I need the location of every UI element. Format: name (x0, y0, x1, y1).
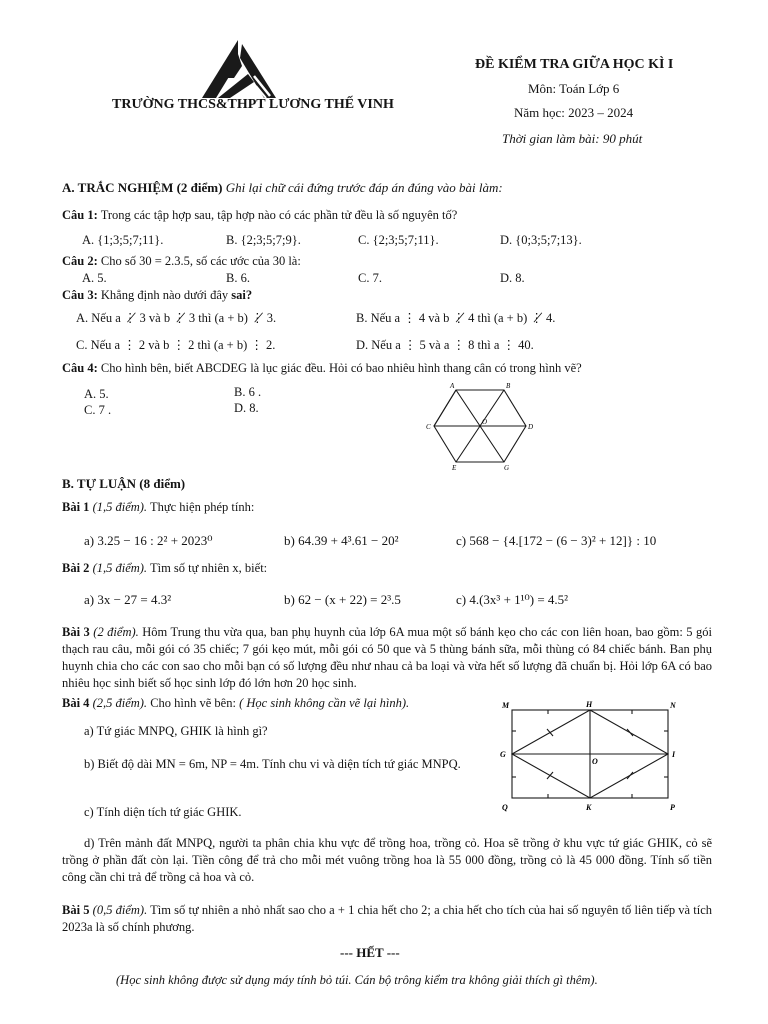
rect-label-m: M (502, 701, 510, 710)
rect-label-n: N (670, 701, 676, 710)
bai-3 (62, 624, 712, 692)
q2-option-d: D. 8. (500, 271, 525, 285)
rect-label-q: Q (502, 803, 508, 812)
question-label: Câu 2: (62, 254, 98, 268)
rect-label-i: I (672, 750, 676, 759)
bai-1 (62, 500, 254, 515)
exam-duration: Thời gian làm bài: 90 phút (502, 131, 643, 146)
bai-text: Tìm số tự nhiên x, biết: (149, 561, 268, 575)
section-a-instruction: Ghi lại chữ cái đứng trước đáp án đúng vào bài làm: (225, 180, 503, 195)
bai-points: (1,5 điểm). (92, 561, 148, 575)
q2-option-c: C. 7. (358, 271, 382, 285)
bai-5 (62, 902, 712, 936)
q2-option-a: A. 5. (82, 271, 107, 285)
bai-label: Bài 5 (62, 903, 90, 917)
q3-option-d: D. Nếu a ⋮ 5 và a ⋮ 8 thì a ⋮ 40. (356, 338, 534, 352)
question-text-emphasis: sai? (231, 288, 253, 302)
question-text: Cho hình bên, biết ABCDEG là lục giác đều. Hỏi có bao nhiêu hình thang cân có trong hình vẽ? (100, 361, 582, 375)
bai4-part-a: a) Tứ giác MNPQ, GHIK là hình gì? (84, 724, 268, 738)
q3-option-a: A. Nếu a ⋮̸ 3 và b ⋮̸ 3 thì (a + b) ⋮̸ 3. (76, 311, 277, 325)
bai4-part-c: c) Tính diện tích tứ giác GHIK. (84, 805, 242, 819)
q2-option-b: B. 6. (226, 271, 250, 285)
exam-year: Năm học: 2023 – 2024 (514, 105, 634, 120)
hex-label-a: A (450, 382, 455, 390)
bai1-part-b: b) 64.39 + 4³.61 − 20² (284, 533, 399, 548)
bai-text: Hôm Trung thu vừa qua, ban phụ huynh của lớp 6A mua một số bánh kẹo cho các con liên hoan, bao gồm: 5 gói thạch rau câu, mỗi gói có 35 chiếc; 7 gói kẹo mút, mỗi gói có 50 que và 5 thùng bánh sữa, mỗi thùng có 84 chiếc bánh. Ban phụ huynh chia cho các con sao cho mỗi bạn có số lượng đều như nhau cả ba loại và vừa hết số lượng đã chuẩn bị. Hỏi lớp 6A có bao nhiêu học sinh biết số học sinh lớp đó lớn hơn 20 học sinh. (62, 625, 713, 690)
rect-label-k: K (586, 803, 592, 812)
q4-option-c: C. 7 . (84, 403, 112, 417)
q1-option-c: C. {2;3;5;7;11}. (358, 233, 439, 247)
end-marker: --- HẾT --- (340, 945, 400, 960)
q4-option-b: B. 6 . (234, 385, 262, 399)
bai-points: (2 điểm). (93, 625, 139, 639)
question-1 (62, 208, 457, 223)
bai4-part-b: b) Biết độ dài MN = 6m, NP = 4m. Tính chu vi và diện tích tứ giác MNPQ. (84, 757, 461, 771)
q1-option-a: A. {1;3;5;7;11}. (82, 233, 164, 247)
bai-label: Bài 4 (62, 696, 90, 710)
exam-subject: Môn: Toán Lớp 6 (528, 81, 620, 96)
question-3 (62, 288, 252, 303)
bai4-part-d: d) Trên mảnh đất MNPQ, người ta phân chia khu vực để trồng hoa, trồng cỏ. Hoa sẽ trồng ở khu vực tứ giác GHIK, cỏ sẽ trồng ở phần đất còn lại. Tiền công để trả cho mỗi mét vuông trồng hoa là 55 000 đồng, trồng cỏ là 45 000 đồng. Tính số tiền công cần chi trả để trồng cả hoa và cỏ. (62, 836, 712, 884)
bai-points: (2,5 điểm). (92, 696, 148, 710)
bai-text: Cho hình vẽ bên: (150, 696, 236, 710)
question-2 (62, 254, 301, 269)
hex-label-g: G (504, 464, 510, 472)
hexagon-figure (426, 380, 536, 472)
rect-label-o: O (592, 757, 598, 766)
school-logo-icon (196, 36, 280, 104)
question-4 (62, 361, 582, 376)
q1-option-d: D. {0;3;5;7;13}. (500, 233, 582, 247)
exam-title: ĐỀ KIỂM TRA GIỮA HỌC KÌ I (475, 57, 674, 72)
q1-option-b: B. {2;3;5;7;9}. (226, 233, 301, 247)
bai-2 (62, 561, 267, 576)
bai-label: Bài 2 (62, 561, 90, 575)
bai2-part-b: b) 62 − (x + 22) = 2³.5 (284, 592, 401, 607)
bai-4 (62, 696, 409, 711)
question-text: Cho số 30 = 2.3.5, số các ước của 30 là: (100, 254, 301, 268)
bai2-part-a: a) 3x − 27 = 4.3² (84, 592, 172, 607)
bai-text: Thực hiện phép tính: (149, 500, 255, 514)
bai-text: Tìm số tự nhiên a nhỏ nhất sao cho a + 1 chia hết cho 2; a chia hết cho tích của hai số nguyên tố liên tiếp và tích 2023a là số chính phương. (62, 903, 713, 934)
q4-option-a: A. 5. (84, 387, 109, 401)
school-name: TRƯỜNG THCS&THPT LƯƠNG THẾ VINH (112, 97, 394, 112)
question-text: Khẳng định nào dưới đây (100, 288, 229, 302)
question-text: Trong các tập hợp sau, tập hợp nào có các phần tử đều là số nguyên tố? (100, 208, 458, 222)
hex-label-e: E (452, 464, 457, 472)
bai2-part-c: c) 4.(3x³ + 1¹⁰) = 4.5² (456, 592, 569, 607)
rectangle-figure (494, 698, 690, 814)
q3-option-b: B. Nếu a ⋮ 4 và b ⋮̸ 4 thì (a + b) ⋮̸ 4. (356, 311, 556, 325)
rect-label-p: P (670, 803, 675, 812)
hex-label-c: C (426, 423, 431, 431)
bai1-part-a: a) 3.25 − 16 : 2² + 2023⁰ (84, 533, 213, 548)
hex-label-d: D (528, 423, 534, 431)
q4-option-d: D. 8. (234, 401, 259, 415)
hex-label-b: B (506, 382, 511, 390)
bai-points: (0,5 điểm). (92, 903, 148, 917)
bai1-part-c: c) 568 − {4.[172 − (6 − 3)² + 12]} : 10 (456, 533, 657, 548)
section-b-title: B. TỰ LUẬN (8 điểm) (62, 476, 186, 491)
rect-label-g: G (500, 750, 506, 759)
section-a-title: A. TRẮC NGHIỆM (2 điểm) (62, 180, 223, 195)
bai-label: Bài 1 (62, 500, 90, 514)
question-label: Câu 1: (62, 208, 98, 222)
question-label: Câu 4: (62, 361, 98, 375)
section-a-heading (62, 180, 503, 196)
bai-points: (1,5 điểm). (92, 500, 148, 514)
hex-label-o: O (482, 418, 488, 426)
rect-label-h: H (586, 700, 593, 709)
q3-option-c: C. Nếu a ⋮ 2 và b ⋮ 2 thì (a + b) ⋮ 2. (76, 338, 276, 352)
question-label: Câu 3: (62, 288, 98, 302)
bai-label: Bài 3 (62, 625, 90, 639)
footer-note: (Học sinh không được sử dụng máy tính bỏ túi. Cán bộ trông kiểm tra không giải thích gì thêm). (116, 973, 598, 987)
bai-note: ( Học sinh không cần vẽ lại hình). (239, 696, 410, 710)
